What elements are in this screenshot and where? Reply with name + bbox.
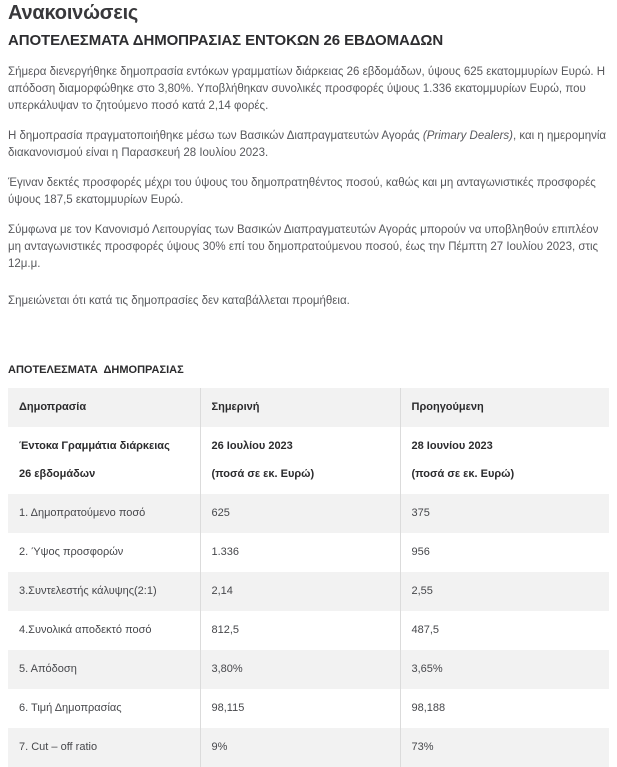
row-previous-value: 487,5	[400, 611, 609, 650]
subheader-current-date: 26 Ιουλίου 2023	[211, 440, 293, 452]
subheader-current-date-cell	[200, 427, 400, 494]
row-current-value: 3,80%	[200, 650, 400, 689]
table-row-total-bids	[8, 533, 609, 572]
paragraph-auction-summary: Σήμερα διενεργήθηκε δημοπρασία εντόκων γραμματίων διάρκειας 26 εβδομάδων, ύψους 625 εκατομμυρίων Ευρώ. Η απόδοση διαμορφώθηκε στο 3,80%. Υποβλήθηκαν συνολικές προσφορές ύψους 1.336 εκατομμυρίων Ευρώ, που υπερκάλυψαν το ζητούμενο ποσό κατά 2,14 φορές.	[8, 66, 606, 112]
subheader-previous-date: 28 Ιουνίου 2023	[411, 440, 493, 452]
row-label: 2. Ύψος προσφορών	[19, 546, 124, 558]
table-row-coverage-ratio	[8, 572, 609, 611]
paragraph-noncompetitive-bids: Σύμφωνα με τον Κανονισμό Λειτουργίας των Βασικών Διαπραγματευτών Αγοράς μπορούν να υποβληθούν επιπλέον μη ανταγωνιστικές προσφορές ύψους 30% επί του δημοπρατούμενου ποσού, έως την Πέμπτη 27 Ιουλίου 2023, στις 12μ.μ.	[8, 224, 599, 270]
table-row-total-accepted	[8, 611, 609, 650]
paragraph-primary-dealers-before: Η δημοπρασία πραγματοποιήθηκε μέσω των Βασικών Διαπραγματευτών Αγοράς	[8, 130, 423, 142]
table-header-row	[8, 388, 609, 427]
column-header-auction: Δημοπρασία	[8, 388, 200, 427]
subheader-previous-date-cell	[400, 427, 609, 494]
row-previous-value: 2,55	[400, 572, 609, 611]
paragraph-primary-dealers-after: , και η ημερομηνία διακανονισμού είναι η Παρασκευή 28 Ιουλίου 2023.	[8, 130, 607, 159]
table-subheader-row	[8, 427, 609, 494]
table-row-auctioned-amount	[8, 494, 609, 533]
results-table-heading: ΑΠΟΤΕΛΕΣΜΑΤΑ ΔΗΜΟΠΡΑΣΙΑΣ	[8, 364, 184, 376]
announcement-body	[8, 64, 609, 310]
row-label: 3.Συντελεστής κάλυψης(2:1)	[8, 572, 200, 611]
subheader-instrument-cell	[8, 427, 200, 494]
table-row-auction-price	[8, 689, 609, 728]
row-previous-value: 375	[400, 494, 609, 533]
row-previous-value: 956	[400, 533, 609, 572]
paragraph-no-commission-note: Σημειώνεται ότι κατά τις δημοπρασίες δεν καταβάλλεται προμήθεια.	[8, 295, 350, 307]
row-previous-value: 73%	[400, 728, 609, 767]
row-label: 5. Απόδοση	[8, 650, 200, 689]
subheader-instrument-line2: 26 εβδομάδων	[19, 468, 96, 480]
row-previous-value: 3,65%	[400, 650, 609, 689]
subheader-current-unit: (ποσά σε εκ. Ευρώ)	[211, 468, 315, 480]
column-header-current: Σημερινή	[200, 388, 400, 427]
subheader-instrument-line1: Έντοκα Γραμμάτια διάρκειας	[19, 440, 170, 452]
section-title: Ανακοινώσεις	[8, 2, 139, 24]
article-title: ΑΠΟΤΕΛΕΣΜΑΤΑ ΔΗΜΟΠΡΑΣΙΑΣ ΕΝΤΟΚΩΝ 26 ΕΒΔΟΜΑΔΩΝ	[8, 32, 444, 49]
paragraph-primary-dealers	[8, 128, 609, 162]
row-previous-value: 98,188	[400, 689, 609, 728]
primary-dealers-italic: (Primary Dealers)	[422, 130, 514, 142]
table-row-yield	[8, 650, 609, 689]
paragraph-accepted-bids: Έγιναν δεκτές προσφορές μέχρι του ύψους του δημοπρατηθέντος ποσού, καθώς και μη ανταγωνιστικές προσφορές ύψους 187,5 εκατομμυρίων Ευρώ.	[8, 177, 596, 206]
row-label: 1. Δημοπρατούμενο ποσό	[8, 494, 200, 533]
row-label: 7. Cut – off ratio	[8, 728, 200, 767]
row-current-value: 625	[200, 494, 400, 533]
row-current-value: 9%	[200, 728, 400, 767]
row-current-value: 812,5	[200, 611, 400, 650]
subheader-previous-unit: (ποσά σε εκ. Ευρώ)	[411, 468, 515, 480]
row-current-value: 1.336	[200, 533, 400, 572]
column-header-previous: Προηγούμενη	[400, 388, 609, 427]
results-table	[8, 388, 609, 767]
row-current-value: 2,14	[200, 572, 400, 611]
row-label: 6. Τιμή Δημοπρασίας	[19, 702, 122, 714]
row-current-value: 98,115	[200, 689, 400, 728]
table-row-cutoff-ratio	[8, 728, 609, 767]
row-label: 4.Συνολικά αποδεκτό ποσό	[19, 624, 152, 636]
